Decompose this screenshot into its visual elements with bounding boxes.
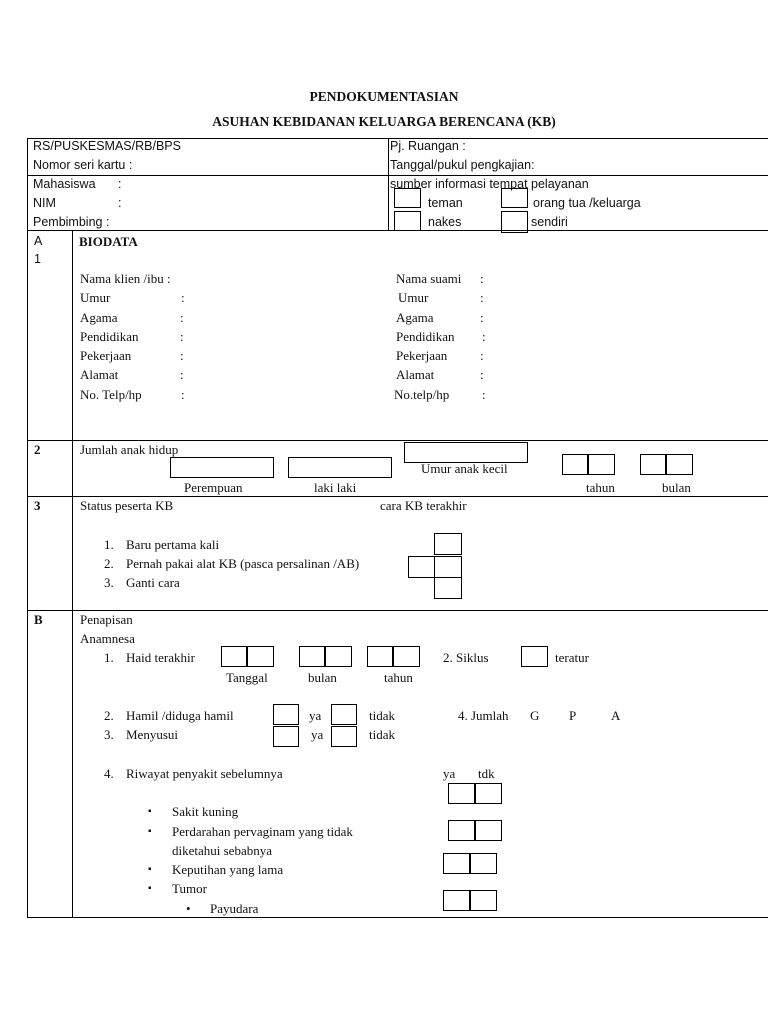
history-no-checkbox-1[interactable] xyxy=(475,783,502,804)
client-age-label: Umur xyxy=(80,290,111,305)
female-count-box[interactable] xyxy=(170,457,274,478)
count-label: 4. Jumlah xyxy=(458,708,509,723)
history-yes-checkbox-1[interactable] xyxy=(448,783,475,804)
para-label: P xyxy=(569,708,577,723)
kb-status-label: Status peserta KB xyxy=(80,498,174,513)
months-label: bulan xyxy=(662,480,691,495)
male-count-box[interactable] xyxy=(288,457,392,478)
item-marker: 2. xyxy=(104,708,114,723)
male-label: laki laki xyxy=(314,480,357,495)
section-a-number: 1 xyxy=(34,252,41,266)
history-yes-checkbox-4[interactable] xyxy=(443,890,470,911)
youngest-age-label: Umur anak kecil xyxy=(421,461,508,476)
client-occupation-label: Pekerjaan xyxy=(80,348,132,363)
age-months-box-1[interactable] xyxy=(640,454,666,475)
friend-label: teman xyxy=(428,196,463,210)
husband-religion-label: Agama xyxy=(396,310,434,325)
pregnant-no-checkbox[interactable] xyxy=(331,704,357,725)
client-phone-label: No. Telp/hp xyxy=(80,387,142,402)
table-rule xyxy=(27,610,768,611)
anamnesis-label: Anamnesa xyxy=(80,631,135,646)
no-column-label: tdk xyxy=(478,766,495,781)
table-border-bottom xyxy=(27,917,768,918)
item-marker: 4. xyxy=(104,766,114,781)
colon: : xyxy=(180,367,184,382)
menses-date-box-2[interactable] xyxy=(247,646,274,667)
history-yes-checkbox-2[interactable] xyxy=(448,820,475,841)
student-label: Mahasiswa xyxy=(33,177,96,191)
condition-discharge: Keputihan yang lama xyxy=(172,862,284,877)
husband-age-label: Umur xyxy=(398,290,429,305)
condition-bleeding: Perdarahan pervaginam yang tidak xyxy=(172,824,353,839)
change-method-checkbox[interactable] xyxy=(434,577,462,599)
living-children-box[interactable] xyxy=(404,442,528,463)
husband-occupation-label: Pekerjaan xyxy=(396,348,448,363)
colon: : xyxy=(180,329,184,344)
yes-label: ya xyxy=(311,727,324,742)
square-bullet: ▪ xyxy=(148,806,152,817)
pregnant-label: Hamil /diduga hamil xyxy=(126,708,234,723)
condition-breast: Payudara xyxy=(210,901,259,916)
used-before-checkbox-1[interactable] xyxy=(408,556,435,578)
year-label: tahun xyxy=(384,670,413,685)
colon: : xyxy=(480,310,484,325)
menses-month-box-1[interactable] xyxy=(299,646,325,667)
breastfeeding-no-checkbox[interactable] xyxy=(331,726,357,747)
supervisor-label: Pembimbing : xyxy=(33,215,110,229)
gravida-label: G xyxy=(530,708,540,723)
colon: : xyxy=(482,387,486,402)
section-b-letter: B xyxy=(34,612,43,627)
colon: : xyxy=(480,367,484,382)
client-address-label: Alamat xyxy=(80,367,119,382)
option-used-before: Pernah pakai alat KB (pasca persalinan /AB) xyxy=(126,556,360,571)
menses-date-box-1[interactable] xyxy=(221,646,247,667)
parents-checkbox[interactable] xyxy=(501,188,528,208)
husband-phone-label: No.telp/hp xyxy=(394,387,450,402)
pregnant-yes-checkbox[interactable] xyxy=(273,704,299,725)
option-marker: 3. xyxy=(104,575,114,590)
cycle-label: 2. Siklus xyxy=(443,650,489,665)
colon: : xyxy=(180,310,184,325)
section-a-letter: A xyxy=(34,234,43,248)
condition-jaundice: Sakit kuning xyxy=(172,804,239,819)
round-bullet: • xyxy=(186,901,191,916)
age-years-box-2[interactable] xyxy=(588,454,615,475)
colon: : xyxy=(181,290,185,305)
square-bullet: ▪ xyxy=(148,864,152,875)
info-source-label: sumber informasi tempat pelayanan xyxy=(390,177,589,191)
option-marker: 1. xyxy=(104,537,114,552)
client-religion-label: Agama xyxy=(80,310,118,325)
table-border-left xyxy=(27,138,28,917)
assessment-datetime-label: Tanggal/pukul pengkajian: xyxy=(390,158,535,172)
section-column-divider xyxy=(72,230,73,917)
biodata-heading: BIODATA xyxy=(79,234,138,249)
yes-column-label: ya xyxy=(443,766,456,781)
table-rule xyxy=(27,175,768,176)
female-label: Perempuan xyxy=(184,480,243,495)
parents-label: orang tua /keluarga xyxy=(533,196,641,210)
table-rule xyxy=(27,496,768,497)
nim-label: NIM xyxy=(33,196,56,210)
date-label: Tanggal xyxy=(226,670,268,685)
facility-label: RS/PUSKESMAS/RB/BPS xyxy=(33,139,181,153)
table-rule xyxy=(27,440,768,441)
colon: : xyxy=(480,348,484,363)
history-no-checkbox-2[interactable] xyxy=(475,820,502,841)
self-label: sendiri xyxy=(531,215,568,229)
colon: : xyxy=(118,196,122,210)
yes-label: ya xyxy=(309,708,322,723)
no-label: tidak xyxy=(369,727,395,742)
nakes-checkbox[interactable] xyxy=(394,211,421,231)
card-serial-label: Nomor seri kartu : xyxy=(33,158,133,172)
item-marker: 3. xyxy=(104,727,114,742)
used-before-checkbox-2[interactable] xyxy=(434,556,462,578)
menses-year-box-1[interactable] xyxy=(367,646,393,667)
condition-tumor: Tumor xyxy=(172,881,207,896)
form-title: PENDOKUMENTASIAN xyxy=(309,89,459,104)
regular-label: teratur xyxy=(555,650,589,665)
option-change-method: Ganti cara xyxy=(126,575,180,590)
history-no-checkbox-4[interactable] xyxy=(470,890,497,911)
pj-room-label: Pj. Ruangan : xyxy=(390,139,466,153)
section-2-number: 2 xyxy=(34,442,41,457)
nakes-label: nakes xyxy=(428,215,462,229)
item-marker: 1. xyxy=(104,650,114,665)
option-marker: 2. xyxy=(104,556,114,571)
husband-name-label: Nama suami xyxy=(396,271,462,286)
cycle-regular-checkbox[interactable] xyxy=(521,646,548,667)
husband-address-label: Alamat xyxy=(396,367,435,382)
colon: : xyxy=(480,271,484,286)
colon: : xyxy=(480,290,484,305)
screening-label: Penapisan xyxy=(80,612,133,627)
form-subtitle: ASUHAN KEBIDANAN KELUARGA BERENCANA (KB) xyxy=(212,114,556,129)
breastfeeding-yes-checkbox[interactable] xyxy=(273,726,299,747)
client-education-label: Pendidikan xyxy=(80,329,139,344)
abortus-label: A xyxy=(611,708,621,723)
history-yes-checkbox-3[interactable] xyxy=(443,853,470,874)
friend-checkbox[interactable] xyxy=(394,188,421,208)
history-no-checkbox-3[interactable] xyxy=(470,853,497,874)
first-time-checkbox[interactable] xyxy=(434,533,462,555)
years-label: tahun xyxy=(586,480,615,495)
colon: : xyxy=(118,177,122,191)
colon: : xyxy=(181,387,185,402)
menses-month-box-2[interactable] xyxy=(325,646,352,667)
option-first-time: Baru pertama kali xyxy=(126,537,220,552)
age-months-box-2[interactable] xyxy=(666,454,693,475)
last-menses-label: Haid terakhir xyxy=(126,650,195,665)
square-bullet: ▪ xyxy=(148,883,152,894)
husband-education-label: Pendidikan xyxy=(396,329,455,344)
last-method-label: cara KB terakhir xyxy=(380,498,467,513)
section-3-number: 3 xyxy=(34,498,41,513)
colon: : xyxy=(180,348,184,363)
history-label: Riwayat penyakit sebelumnya xyxy=(126,766,283,781)
client-name-label: Nama klien /ibu : xyxy=(80,271,171,286)
header-column-divider xyxy=(388,138,389,230)
condition-bleeding-cont: diketahui sebabnya xyxy=(172,843,272,858)
living-children-label: Jumlah anak hidup xyxy=(80,442,179,457)
square-bullet: ▪ xyxy=(148,826,152,837)
colon: : xyxy=(482,329,486,344)
month-label: bulan xyxy=(308,670,337,685)
no-label: tidak xyxy=(369,708,395,723)
menses-year-box-2[interactable] xyxy=(393,646,420,667)
age-years-box-1[interactable] xyxy=(562,454,588,475)
self-checkbox[interactable] xyxy=(501,211,528,233)
breastfeeding-label: Menyusui xyxy=(126,727,178,742)
